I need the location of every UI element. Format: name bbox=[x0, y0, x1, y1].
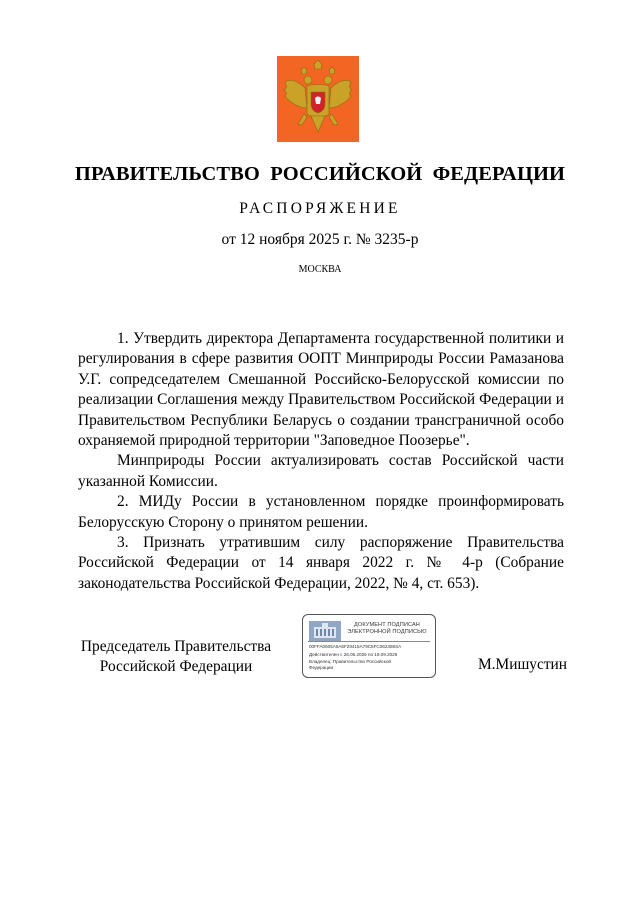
stamp-title-line-2: ЭЛЕКТРОННОЙ ПОДПИСЬЮ bbox=[347, 629, 427, 635]
paragraph-item-2: 2. МИДу России в установленном порядке проинформировать Белорусскую Сторону о принятом решении. bbox=[78, 493, 564, 531]
stamp-owner-line-2: Федерации bbox=[309, 665, 334, 670]
stamp-owner-line-1: Владелец: Правительство Российской bbox=[309, 659, 391, 664]
stamp-title-line-1: ДОКУМЕНТ ПОДПИСАН bbox=[354, 622, 420, 628]
signatory-position-line-2: Российской Федерации bbox=[99, 658, 253, 676]
paragraph-item-1: 1. Утвердить директора Департамента государственной политики и регулирования в сфере развития ООПТ Минприроды России Рамазанова У.Г. сопредседателем Смешанной Российско-Белорусской комиссии по реализации Соглашения между Правительством Российской Федерации и Правительством Республики Беларусь о создании трансграничной особо охраняемой природной территории "Заповедное Поозерье". bbox=[78, 330, 564, 450]
coat-of-arms-icon bbox=[277, 56, 359, 142]
stamp-certificate: 00FFA0605A5A6F29415A79C5FC062388SA bbox=[309, 644, 402, 649]
signatory-position-line-1: Председатель Правительства bbox=[80, 638, 272, 655]
signatory-name: М.Мишустин bbox=[478, 656, 568, 673]
stamp-title bbox=[343, 622, 431, 636]
document-date-number: от 12 ноября 2025 г. № 3235-р bbox=[221, 231, 419, 248]
document-body bbox=[78, 329, 564, 594]
stamp-divider bbox=[308, 641, 430, 642]
paragraph-item-1-continuation: Минприроды России актуализировать состав Российской части указанной Комиссии. bbox=[78, 452, 564, 490]
government-title: ПРАВИТЕЛЬСТВО РОССИЙСКОЙ ФЕДЕРАЦИИ bbox=[74, 163, 566, 185]
stamp-validity: Действителен с 26.06.2025 по 19.09.2026 bbox=[309, 652, 398, 657]
government-building-icon bbox=[309, 621, 341, 641]
electronic-signature-stamp bbox=[302, 614, 436, 678]
document-city: МОСКВА bbox=[298, 264, 342, 275]
signatory-position bbox=[76, 637, 276, 678]
document-type: РАСПОРЯЖЕНИЕ bbox=[239, 200, 401, 217]
paragraph-item-3: 3. Признать утратившим силу распоряжение Правительства Российской Федерации от 14 января 2022 г. № 4-р (Собрание законодательства Российской Федерации, 2022, № 4, ст. 653). bbox=[78, 534, 564, 592]
